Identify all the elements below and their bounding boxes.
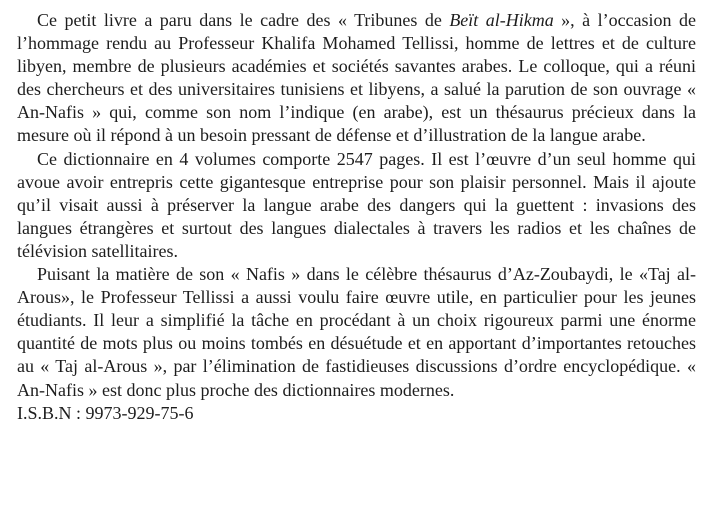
paragraph-source: Puisant la matière de son « Nafis » dans le célèbre thésaurus d’Az-Zoubaydi, le «Taj al-Arous», le Professeur Tellissi a aussi voulu faire œuvre utile, en particulier pour les jeunes étudiants. Il leur a simplifié la tâche en procédant à un choix rigoureux parmi une énorme quantité de mots plus ou moins tombés en désuétude et en apportant d’importantes retouches au « Taj al-Arous », par l’élimination de fastidieuses discussions d’ordre encyclopédique. « An-Nafis » est donc plus proche des dictionnaires modernes. [17,264,696,400]
paragraph-intro-text-start: Ce petit livre a paru dans le cadre des « Tribunes de [37,10,450,30]
tribune-name-italic: Beït al-Hikma [449,10,554,30]
paragraph-intro [17,9,696,148]
document-page [17,9,696,425]
isbn-line: I.S.B.N : 9973-929-75-6 [17,402,194,423]
paragraph-dictionary: Ce dictionnaire en 4 volumes comporte 2547 pages. Il est l’œuvre d’un seul homme qui avoue avoir entrepris cette gigantesque entreprise pour son plaisir personnel. Mais il ajoute qu’il visait aussi à préserver la langue arabe des dangers qui la guettent : invasions des langues étrangères et surtout des langues dialectales à travers les radios et les chaînes de télévision satellitaires. [17,148,696,261]
paragraph-intro-text-end: », à l’occasion de l’hommage rendu au Professeur Khalifa Mohamed Tellissi, homme de lettres et de culture libyen, membre de plusieurs académies et sociétés savantes arabes. Le colloque, qui a réuni des chercheurs et des universitaires tunisiens et libyens, a salué la parution de son ouvrage « An-Nafis » qui, comme son nom l’indique (en arabe), est un thésaurus précieux dans la mesure où il répond à un besoin pressant de défense et d’illustration de la langue arabe. [17,10,696,146]
